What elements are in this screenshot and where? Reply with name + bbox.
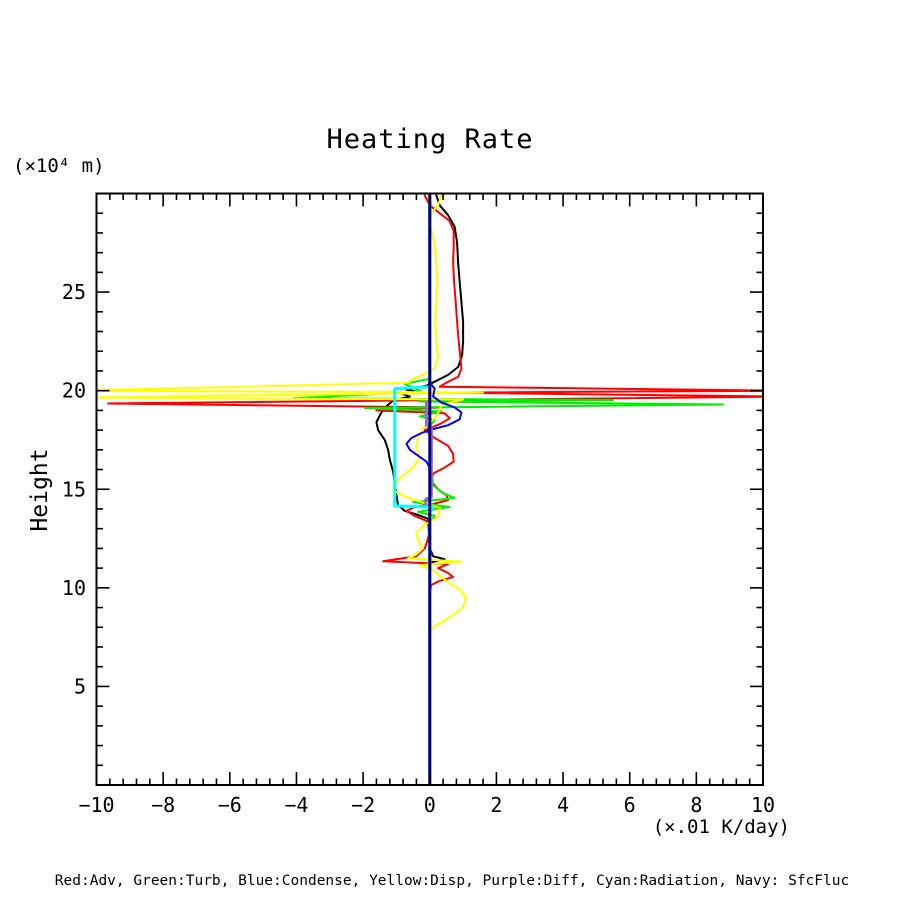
x-tick-label: 10 bbox=[750, 793, 776, 817]
y-tick-label: 10 bbox=[61, 575, 86, 600]
series-condense bbox=[406, 197, 461, 781]
y-tick-label: 25 bbox=[61, 280, 86, 305]
page-title: Heating Rate bbox=[326, 124, 534, 155]
legend-caption: Red:Adv, Green:Turb, Blue:Condense, Yellow:Disp, Purple:Diff, Cyan:Radiation, Navy: SfcFluc bbox=[54, 873, 850, 889]
x-tick-label: −4 bbox=[284, 793, 309, 817]
series-adv bbox=[108, 196, 783, 782]
x-tick-label: 2 bbox=[490, 793, 503, 817]
x-tick-label: 8 bbox=[690, 793, 703, 817]
y-tick-label: 15 bbox=[61, 477, 86, 502]
series-disp bbox=[77, 196, 484, 782]
y-axis-label: Height bbox=[27, 448, 53, 532]
series-radiation bbox=[395, 197, 433, 781]
x-tick-label: −8 bbox=[151, 793, 176, 817]
x-tick-label: −6 bbox=[217, 793, 242, 817]
y-axis-unit-label: (×10⁴ m) bbox=[13, 155, 105, 177]
x-axis-unit-label: (×.01 K/day) bbox=[652, 816, 790, 838]
y-tick-label: 20 bbox=[61, 378, 86, 403]
x-tick-label: 4 bbox=[557, 793, 570, 817]
x-tick-label: 0 bbox=[423, 793, 436, 817]
x-tick-label: −2 bbox=[351, 793, 376, 817]
series-turb bbox=[293, 197, 723, 781]
series-black-unlabeled- bbox=[376, 196, 463, 782]
x-tick-label: −10 bbox=[78, 793, 115, 817]
y-tick-label: 5 bbox=[73, 674, 86, 699]
x-tick-label: 6 bbox=[623, 793, 636, 817]
